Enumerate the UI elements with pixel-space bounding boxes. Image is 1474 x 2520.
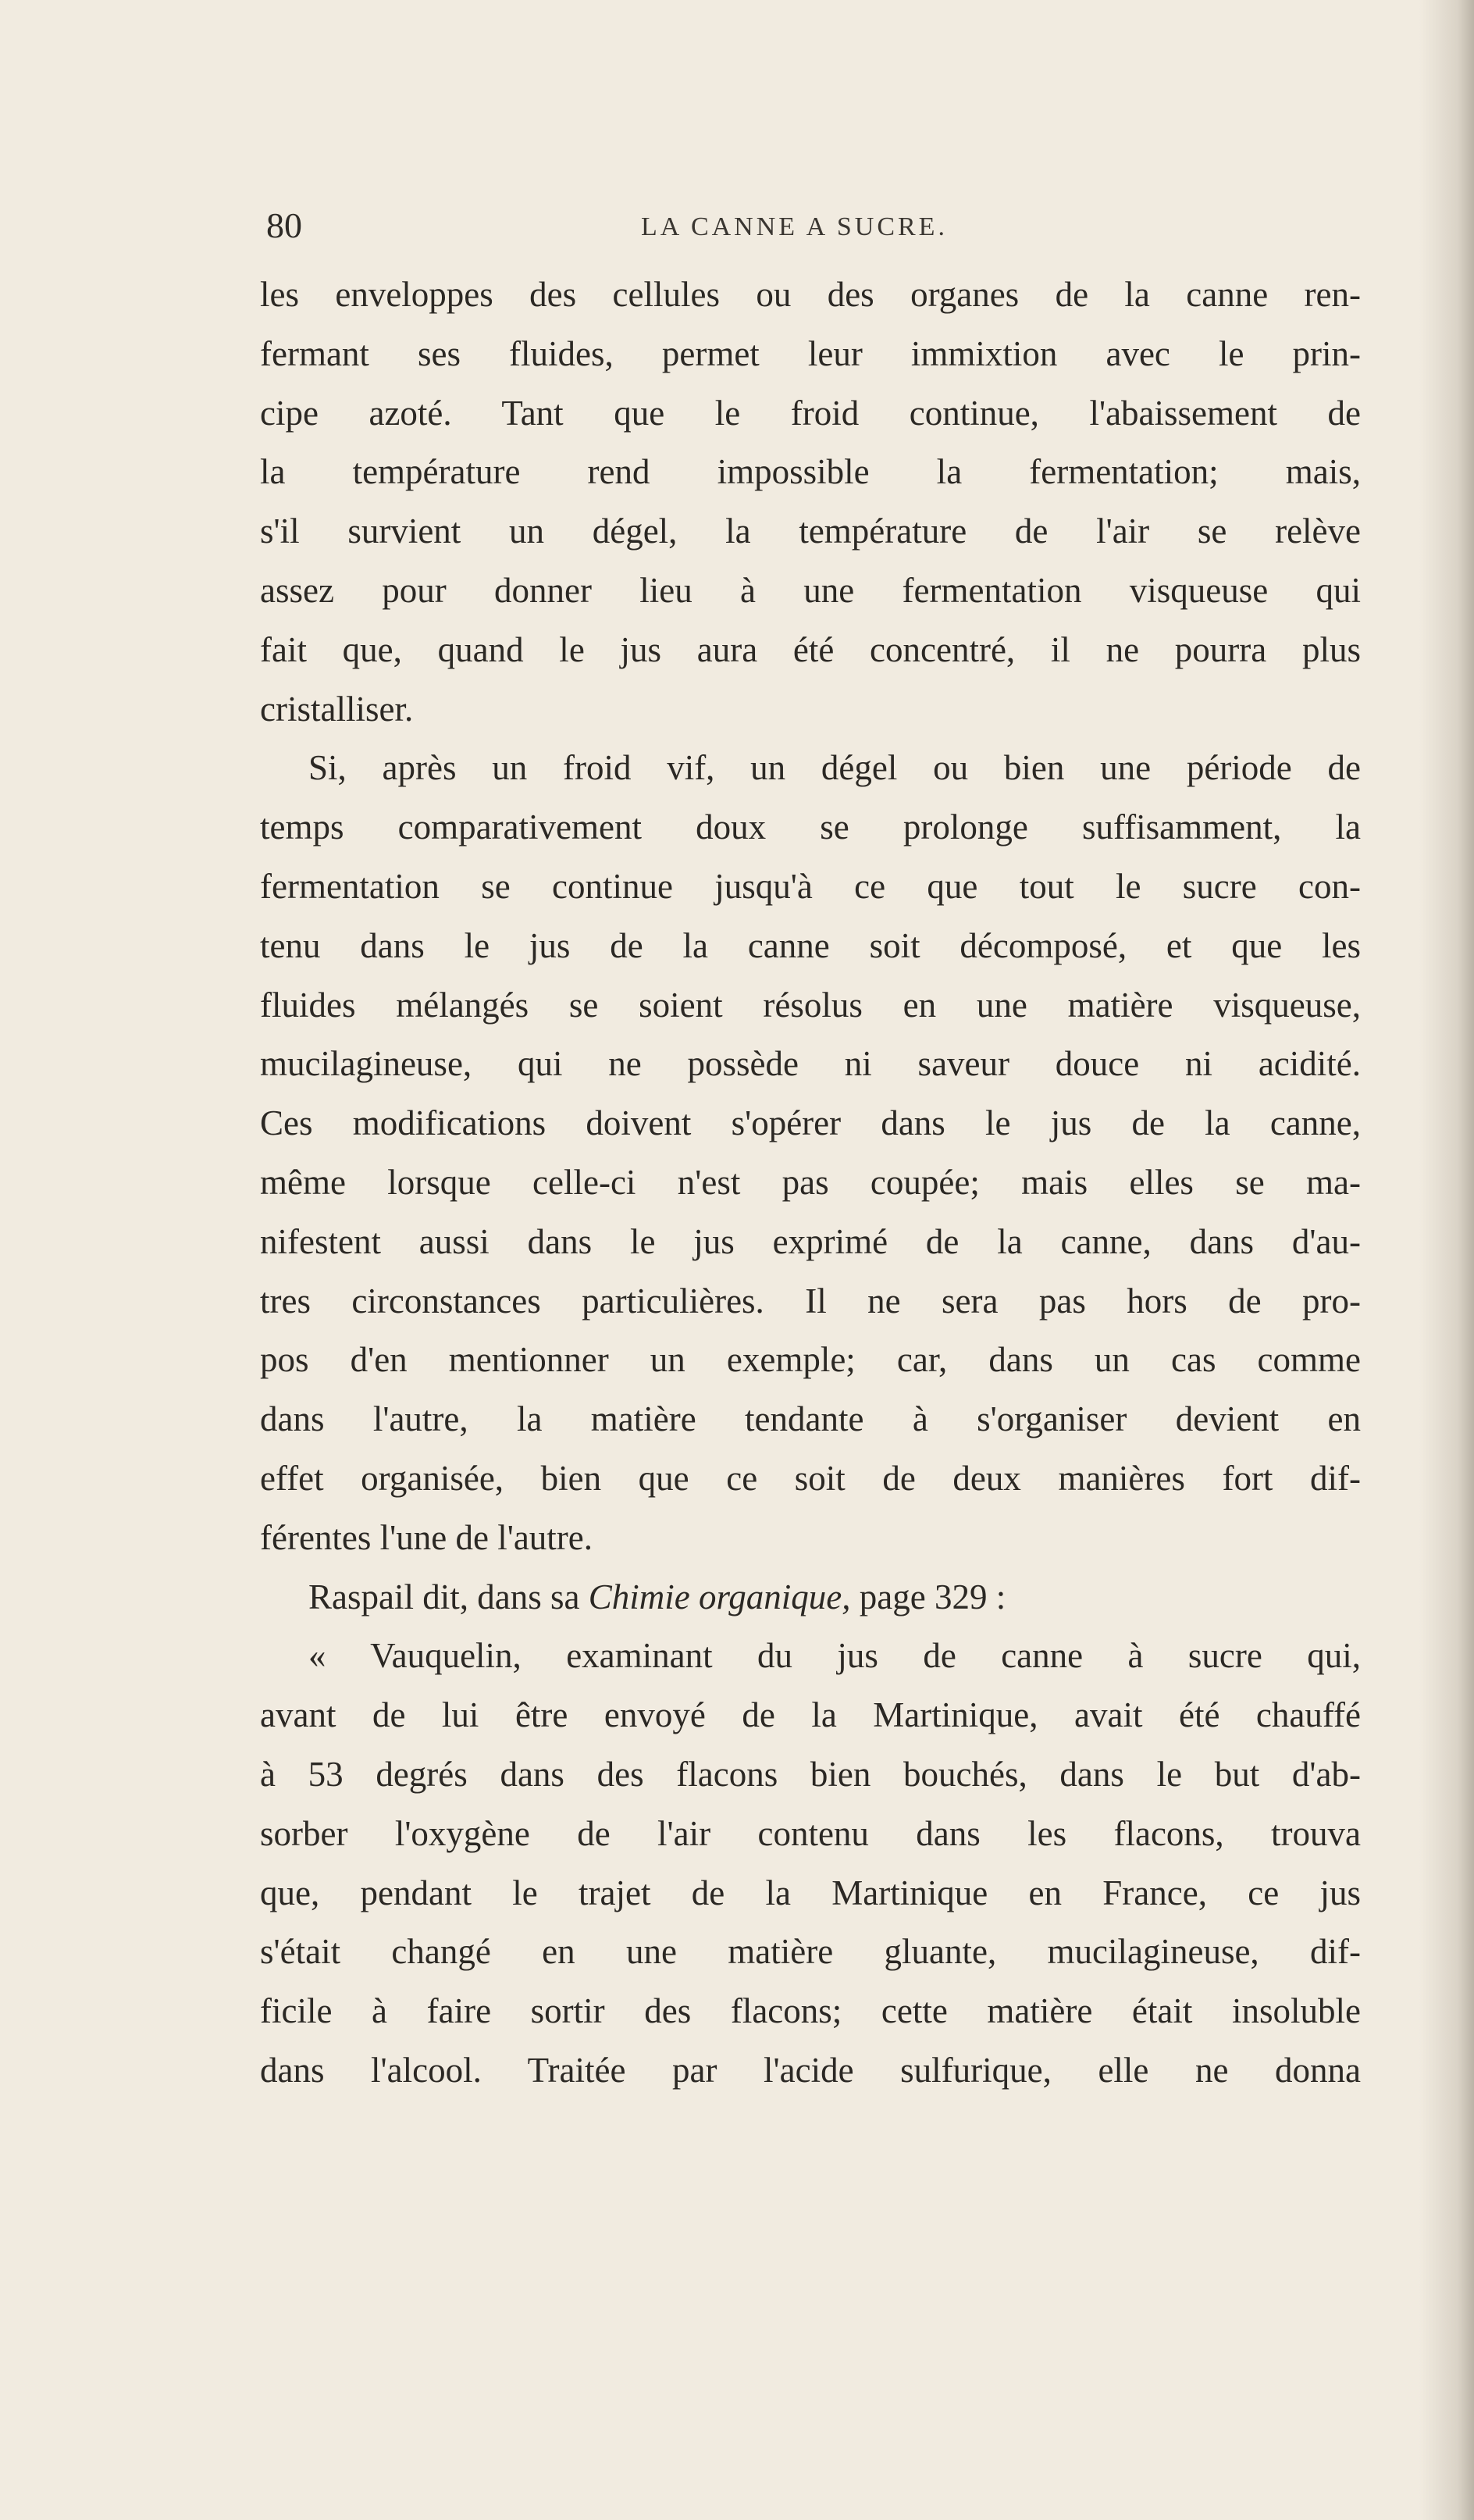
text-line: effet organisée, bien que ce soit de deux manières fort dif- <box>260 1458 1361 1498</box>
quote-line: « Vauquelin, examinant du jus de canne à sucre qui, <box>308 1636 1361 1676</box>
text-line: fait que, quand le jus aura été concentré, il ne pourra plus <box>260 629 1361 669</box>
text-line: fluides mélangés se soient résolus en une matière visqueuse, <box>260 985 1361 1025</box>
text-line: la température rend impossible la fermentation; mais, <box>260 452 1361 492</box>
page-gutter-shadow <box>1419 0 1474 2520</box>
text-line: Si, après un froid vif, un dégel ou bien une période de <box>308 748 1361 788</box>
body-text <box>260 266 1361 2101</box>
text-line: Ces modifications doivent s'opérer dans le jus de la canne, <box>260 1103 1361 1143</box>
text-line: fermentation se continue jusqu'à ce que tout le sucre con- <box>260 866 1361 906</box>
text-line: nifestent aussi dans le jus exprimé de la canne, dans d'au- <box>260 1221 1361 1261</box>
text-line: tenu dans le jus de la canne soit décomposé, et que les <box>260 925 1361 965</box>
raspail-citation-line <box>260 1568 1361 1627</box>
quote-line: à 53 degrés dans des flacons bien bouchés, dans le but d'ab- <box>260 1754 1361 1794</box>
text-line: mucilagineuse, qui ne possède ni saveur douce ni acidité. <box>260 1044 1361 1084</box>
text-line: férentes l'une de l'autre. <box>260 1517 593 1557</box>
text-line: s'il survient un dégel, la température de l'air se relève <box>260 511 1361 551</box>
quote-line: sorber l'oxygène de l'air contenu dans les flacons, trouva <box>260 1813 1361 1853</box>
citation-page-text: page 329 : <box>850 1577 1006 1616</box>
text-line: dans l'autre, la matière tendante à s'organiser devient en <box>260 1399 1361 1439</box>
text-line: même lorsque celle-ci n'est pas coupée; mais elles se ma- <box>260 1162 1361 1202</box>
text-line: pos d'en mentionner un exemple; car, dans un cas comme <box>260 1340 1361 1380</box>
book-title: Chimie organique, <box>588 1577 851 1616</box>
text-line: les enveloppes des cellules ou des organes de la canne ren- <box>260 275 1361 314</box>
page-header <box>260 205 1361 251</box>
quote-line: avant de lui être envoyé de la Martinique, avait été chauffé <box>260 1695 1361 1735</box>
quote-line: ficile à faire sortir des flacons; cette matière était insoluble <box>260 1991 1361 2031</box>
text-line: temps comparativement doux se prolonge suffisamment, la <box>260 807 1361 847</box>
quote-line: que, pendant le trajet de la Martinique en France, ce jus <box>260 1873 1361 1912</box>
running-head: LA CANNE A SUCRE. <box>641 212 948 241</box>
quote-line: s'était changé en une matière gluante, mucilagineuse, dif- <box>260 1932 1361 1972</box>
quote-line: dans l'alcool. Traitée par l'acide sulfurique, elle ne donna <box>260 2050 1361 2090</box>
text-line: cipe azoté. Tant que le froid continue, l'abaissement de <box>260 393 1361 433</box>
page-number: 80 <box>266 205 302 245</box>
text-line: fermant ses fluides, permet leur immixtion avec le prin- <box>260 333 1361 373</box>
citation-lead-text: Raspail dit, dans sa <box>308 1577 589 1616</box>
text-line: assez pour donner lieu à une fermentation visqueuse qui <box>260 570 1361 610</box>
text-line: tres circonstances particulières. Il ne sera pas hors de pro- <box>260 1281 1361 1321</box>
text-line: cristalliser. <box>260 689 414 729</box>
